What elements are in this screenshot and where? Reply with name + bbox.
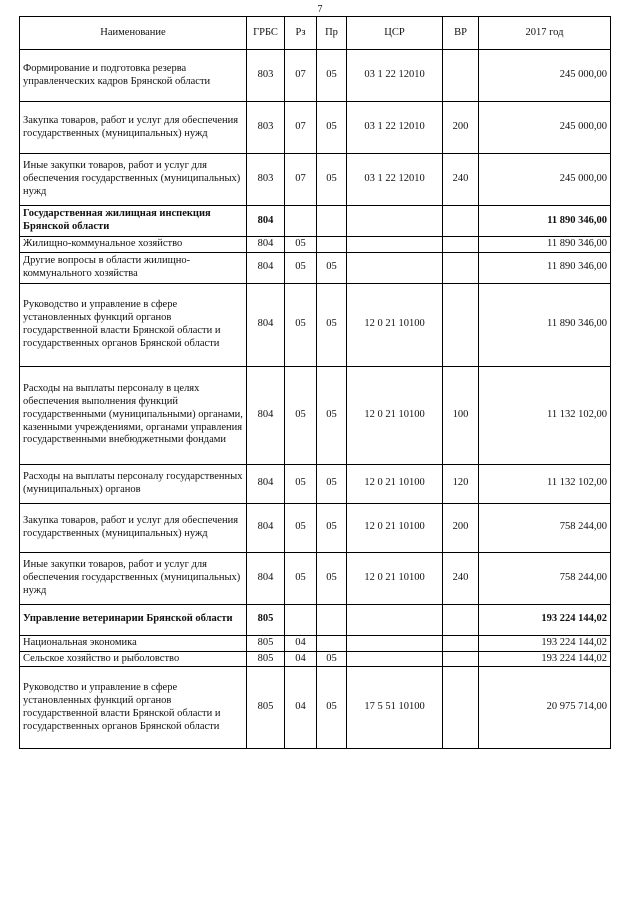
header-name: Наименование — [20, 17, 247, 50]
cell-amount: 193 224 144,02 — [479, 635, 611, 651]
cell-vr — [443, 237, 479, 253]
cell-amount: 758 244,00 — [479, 503, 611, 552]
cell-pr — [317, 237, 347, 253]
cell-pr — [317, 604, 347, 635]
cell-name: Иные закупки товаров, работ и услуг для обеспечения государственных (муниципальных) нужд — [20, 552, 247, 604]
cell-vr — [443, 206, 479, 237]
header-csr: ЦСР — [347, 17, 443, 50]
cell-vr: 200 — [443, 102, 479, 154]
cell-csr: 12 0 21 10100 — [347, 283, 443, 366]
cell-csr — [347, 651, 443, 667]
cell-csr: 12 0 21 10100 — [347, 464, 443, 503]
table-row — [20, 604, 611, 635]
cell-grbs: 805 — [247, 667, 285, 749]
cell-vr: 200 — [443, 503, 479, 552]
table-row — [20, 552, 611, 604]
cell-vr — [443, 252, 479, 283]
table-row — [20, 102, 611, 154]
cell-name: Руководство и управление в сфере установленных функций органов государственной власти Брянской области и государственных органов Брянской области — [20, 283, 247, 366]
table-row — [20, 503, 611, 552]
cell-rz: 05 — [285, 503, 317, 552]
cell-vr — [443, 651, 479, 667]
cell-vr — [443, 283, 479, 366]
cell-csr: 03 1 22 12010 — [347, 50, 443, 102]
table-row — [20, 366, 611, 464]
cell-name: Расходы на выплаты персоналу в целях обеспечения выполнения функций государственными (муниципальными) органами, казенными учреждениями, органами управления государственными внебюджетными фондами — [20, 366, 247, 464]
table-row — [20, 635, 611, 651]
cell-vr: 240 — [443, 552, 479, 604]
cell-grbs: 804 — [247, 252, 285, 283]
cell-vr: 120 — [443, 464, 479, 503]
cell-grbs: 804 — [247, 552, 285, 604]
cell-vr: 240 — [443, 154, 479, 206]
cell-csr: 12 0 21 10100 — [347, 366, 443, 464]
cell-grbs: 804 — [247, 237, 285, 253]
cell-grbs: 804 — [247, 503, 285, 552]
cell-vr — [443, 635, 479, 651]
cell-pr: 05 — [317, 651, 347, 667]
cell-rz: 07 — [285, 50, 317, 102]
header-vr: ВР — [443, 17, 479, 50]
cell-grbs: 803 — [247, 102, 285, 154]
table-row — [20, 237, 611, 253]
cell-name: Закупка товаров, работ и услуг для обеспечения государственных (муниципальных) нужд — [20, 503, 247, 552]
table-row — [20, 651, 611, 667]
cell-rz: 04 — [285, 651, 317, 667]
cell-amount: 193 224 144,02 — [479, 651, 611, 667]
table-row — [20, 464, 611, 503]
cell-pr: 05 — [317, 154, 347, 206]
cell-amount: 11 890 346,00 — [479, 237, 611, 253]
cell-name: Государственная жилищная инспекция Брянской области — [20, 206, 247, 237]
table-row — [20, 667, 611, 749]
cell-grbs: 803 — [247, 154, 285, 206]
cell-rz: 05 — [285, 464, 317, 503]
cell-amount: 11 890 346,00 — [479, 283, 611, 366]
cell-name: Иные закупки товаров, работ и услуг для обеспечения государственных (муниципальных) нужд — [20, 154, 247, 206]
cell-rz — [285, 604, 317, 635]
cell-amount: 11 890 346,00 — [479, 206, 611, 237]
cell-rz: 05 — [285, 237, 317, 253]
cell-csr: 12 0 21 10100 — [347, 552, 443, 604]
cell-grbs: 805 — [247, 635, 285, 651]
cell-pr: 05 — [317, 366, 347, 464]
cell-amount: 11 890 346,00 — [479, 252, 611, 283]
header-pr: Пр — [317, 17, 347, 50]
cell-grbs: 805 — [247, 604, 285, 635]
cell-name: Расходы на выплаты персоналу государственных (муниципальных) органов — [20, 464, 247, 503]
table-row — [20, 154, 611, 206]
cell-name: Национальная экономика — [20, 635, 247, 651]
cell-name: Руководство и управление в сфере установленных функций органов государственной власти Брянской области и государственных органов Брянской области — [20, 667, 247, 749]
header-rz: Рз — [285, 17, 317, 50]
cell-rz: 05 — [285, 283, 317, 366]
cell-csr: 17 5 51 10100 — [347, 667, 443, 749]
cell-amount: 193 224 144,02 — [479, 604, 611, 635]
cell-csr: 03 1 22 12010 — [347, 102, 443, 154]
cell-vr — [443, 50, 479, 102]
cell-pr: 05 — [317, 50, 347, 102]
cell-pr — [317, 206, 347, 237]
cell-csr — [347, 237, 443, 253]
cell-pr — [317, 635, 347, 651]
cell-csr: 03 1 22 12010 — [347, 154, 443, 206]
cell-name: Сельское хозяйство и рыболовство — [20, 651, 247, 667]
cell-amount: 11 132 102,00 — [479, 464, 611, 503]
cell-name: Другие вопросы в области жилищно-коммунального хозяйства — [20, 252, 247, 283]
cell-rz: 05 — [285, 552, 317, 604]
cell-rz: 07 — [285, 102, 317, 154]
cell-name: Формирование и подготовка резерва управленческих кадров Брянской области — [20, 50, 247, 102]
cell-amount: 245 000,00 — [479, 50, 611, 102]
cell-grbs: 804 — [247, 206, 285, 237]
header-grbs: ГРБС — [247, 17, 285, 50]
table-header-row — [20, 17, 611, 50]
cell-vr: 100 — [443, 366, 479, 464]
cell-rz: 04 — [285, 667, 317, 749]
cell-vr — [443, 667, 479, 749]
cell-grbs: 805 — [247, 651, 285, 667]
cell-rz: 05 — [285, 252, 317, 283]
cell-amount: 245 000,00 — [479, 154, 611, 206]
cell-pr: 05 — [317, 102, 347, 154]
cell-csr — [347, 604, 443, 635]
table-row — [20, 283, 611, 366]
cell-csr — [347, 635, 443, 651]
cell-rz: 07 — [285, 154, 317, 206]
cell-pr: 05 — [317, 552, 347, 604]
cell-csr: 12 0 21 10100 — [347, 503, 443, 552]
table-row — [20, 50, 611, 102]
cell-csr — [347, 252, 443, 283]
cell-rz: 05 — [285, 366, 317, 464]
cell-csr — [347, 206, 443, 237]
cell-amount: 758 244,00 — [479, 552, 611, 604]
cell-grbs: 804 — [247, 366, 285, 464]
cell-rz: 04 — [285, 635, 317, 651]
header-year: 2017 год — [479, 17, 611, 50]
cell-grbs: 804 — [247, 464, 285, 503]
cell-pr: 05 — [317, 252, 347, 283]
cell-pr: 05 — [317, 667, 347, 749]
cell-amount: 11 132 102,00 — [479, 366, 611, 464]
cell-rz — [285, 206, 317, 237]
cell-grbs: 804 — [247, 283, 285, 366]
cell-name: Жилищно-коммунальное хозяйство — [20, 237, 247, 253]
cell-pr: 05 — [317, 464, 347, 503]
cell-amount: 245 000,00 — [479, 102, 611, 154]
table-row — [20, 252, 611, 283]
cell-pr: 05 — [317, 283, 347, 366]
cell-grbs: 803 — [247, 50, 285, 102]
cell-vr — [443, 604, 479, 635]
page-number: 7 — [317, 4, 323, 15]
budget-table — [19, 16, 611, 749]
cell-amount: 20 975 714,00 — [479, 667, 611, 749]
cell-pr: 05 — [317, 503, 347, 552]
cell-name: Управление ветеринарии Брянской области — [20, 604, 247, 635]
table-row — [20, 206, 611, 237]
cell-name: Закупка товаров, работ и услуг для обеспечения государственных (муниципальных) нужд — [20, 102, 247, 154]
